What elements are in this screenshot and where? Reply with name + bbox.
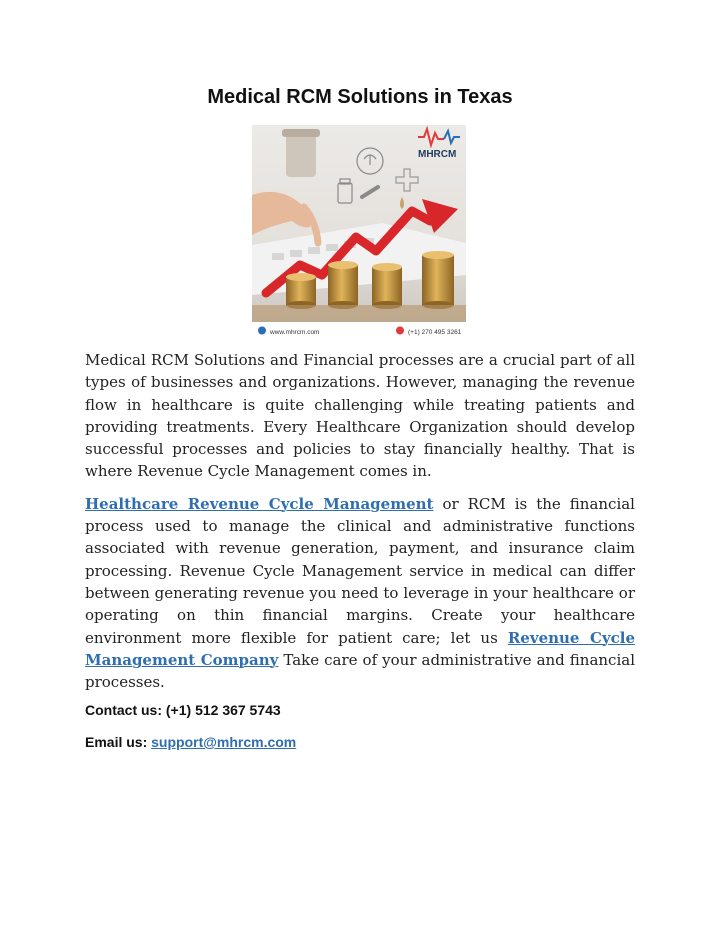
paragraph-rcm xyxy=(85,493,635,694)
paragraph-rcm-text-2: Take care of your administrative and financial processes. xyxy=(85,650,635,692)
contact-email xyxy=(85,734,296,750)
page-title: Medical RCM Solutions in Texas xyxy=(207,86,513,108)
phone-icon xyxy=(396,327,404,335)
rcm-company-link[interactable]: Revenue Cycle Management Company xyxy=(85,628,636,669)
hero-brand: MHRCM xyxy=(418,149,457,160)
globe-icon xyxy=(258,327,266,335)
body-text xyxy=(85,349,635,703)
paragraph-intro: Medical RCM Solutions and Financial processes are a crucial part of all types of businesses and organizations. However, managing the revenue flow in healthcare is quite challenging while treating patients and providing treatments. Every Healthcare Organization should develop successful processes and policies to stay financially healthy. That is where Revenue Cycle Management comes in. xyxy=(85,351,635,481)
paragraph-rcm-text-1: or RCM is the financial process used to manage the clinical and administrative functions associated with revenue generation, payment, and insurance claim processing. Revenue Cycle Management service in medical can differ between generating revenue you need to leverage in your healthcare or operating on thin financial margins. Create your healthcare environment more flexible for patient care; let us xyxy=(85,494,635,647)
hero-image xyxy=(252,125,466,339)
hero-phone: (+1) 270 495 3261 xyxy=(408,329,462,336)
healthcare-rcm-link[interactable]: Healthcare Revenue Cycle Management xyxy=(85,494,434,513)
cup-shape xyxy=(286,131,316,177)
email-link[interactable]: support@mhrcm.com xyxy=(151,734,297,750)
contact-phone: Contact us: (+1) 512 367 5743 xyxy=(85,702,281,718)
hero-website: www.mhrcm.com xyxy=(270,329,320,336)
email-label: Email us: xyxy=(85,734,152,750)
